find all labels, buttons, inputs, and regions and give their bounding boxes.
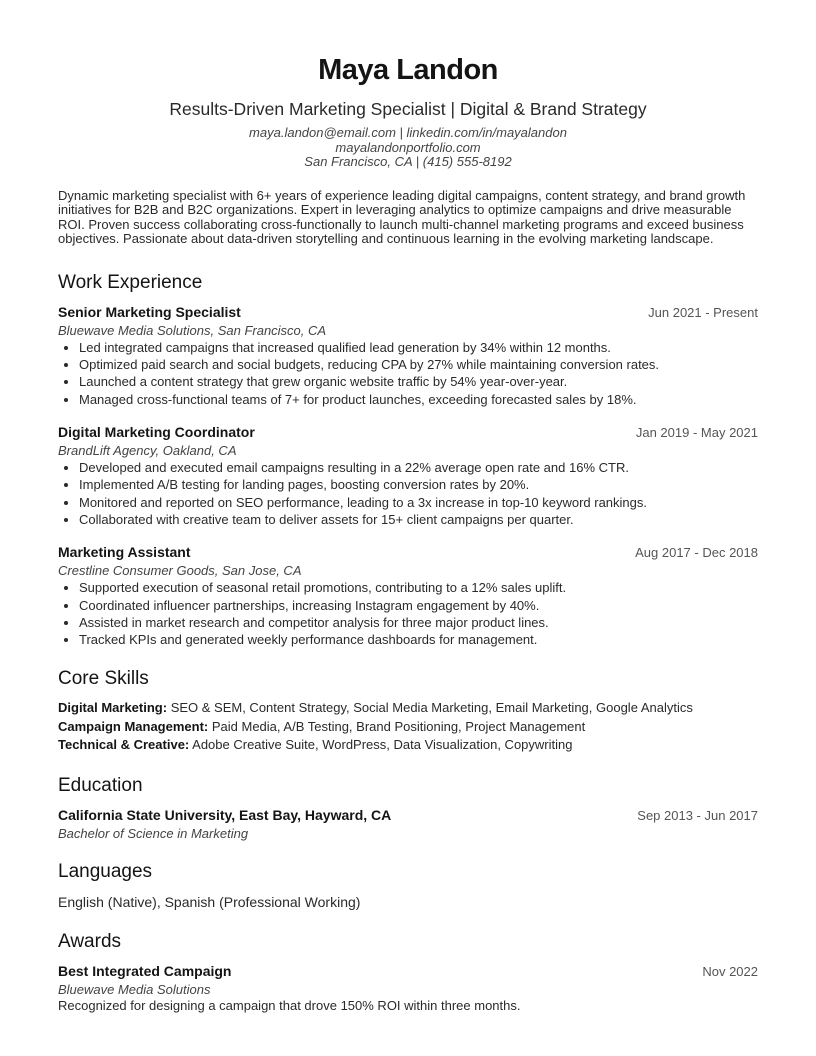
job-bullet: • Coordinated influencer partnerships, increasing Instagram engagement by 40%. [79, 597, 758, 614]
section-title-skills: Core Skills [58, 668, 149, 690]
award-organization: Bluewave Media Solutions [58, 981, 211, 997]
skill-category: Campaign Management: [58, 718, 209, 734]
education-dates: Sep 2013 - Jun 2017 [637, 807, 758, 823]
section-title-awards: Awards [58, 930, 122, 952]
job-company: Bluewave Media Solutions, San Francisco, CA [58, 322, 327, 338]
job-bullet: • Managed cross-functional teams of 7+ for product launches, exceeding forecasted sales by 18%. [79, 391, 758, 408]
contact-email-linkedin: maya.landon@email.com | linkedin.com/in/mayalandon [249, 125, 567, 140]
job-bullets [58, 579, 758, 648]
job-title: Senior Marketing Specialist [58, 303, 241, 320]
job-bullet: • Collaborated with creative team to deliver assets for 15+ client campaigns per quarter. [79, 511, 758, 528]
job-bullet: • Launched a content strategy that grew organic website traffic by 54% year-over-year. [79, 373, 758, 390]
job-dates: Jun 2021 - Present [648, 304, 758, 320]
job-entry [58, 303, 758, 408]
job-dates: Aug 2017 - Dec 2018 [635, 545, 758, 561]
job-title: Digital Marketing Coordinator [58, 424, 255, 441]
education-entry [58, 806, 758, 842]
core-skills-section [58, 667, 758, 755]
skill-category: Technical & Creative: [58, 737, 190, 753]
school-name: California State University, East Bay, Hayward, CA [58, 806, 392, 823]
skill-values: Paid Media, A/B Testing, Brand Positioning, Project Management [208, 718, 586, 734]
contact-location-phone: San Francisco, CA | (415) 555-8192 [304, 154, 512, 169]
candidate-tagline: Results-Driven Marketing Specialist | Digital & Brand Strategy [169, 99, 647, 119]
job-bullets [58, 459, 758, 528]
candidate-name: Maya Landon [318, 54, 498, 86]
job-bullet: • Monitored and reported on SEO performance, leading to a 3x increase in top-10 keyword rankings. [79, 494, 758, 511]
job-bullet: • Developed and executed email campaigns resulting in a 22% average open rate and 16% CTR. [79, 459, 758, 476]
section-title-languages: Languages [58, 860, 153, 882]
award-name: Best Integrated Campaign [58, 962, 232, 979]
job-bullet: • Supported execution of seasonal retail promotions, contributing to a 12% sales uplift. [79, 579, 758, 596]
job-bullets [58, 339, 758, 408]
job-bullet: • Assisted in market research and competitor analysis for three major product lines. [79, 614, 758, 631]
job-bullet: • Led integrated campaigns that increased qualified lead generation by 34% within 12 months. [79, 339, 758, 356]
section-title-work: Work Experience [58, 271, 203, 293]
education-section [58, 774, 758, 842]
professional-summary: Dynamic marketing specialist with 6+ years of experience leading digital campaigns, content strategy, and brand growth initiatives for B2B and B2C organizations. Expert in leveraging analytics to optimize campaigns and drive measurable ROI. Proven success collaborating cross-functionally to launch multi-channel marketing programs and exceed business objectives. Passionate about data-driven storytelling and continuous learning in the evolving marketing landscape. [58, 187, 746, 247]
job-bullet: • Tracked KPIs and generated weekly performance dashboards for management. [79, 631, 758, 648]
contact-portfolio: mayalandonportfolio.com [335, 139, 481, 155]
skill-row [58, 699, 758, 718]
degree: Bachelor of Science in Marketing [58, 825, 249, 841]
job-company: Crestline Consumer Goods, San Jose, CA [58, 563, 302, 579]
skill-values: Adobe Creative Suite, WordPress, Data Visualization, Copywriting [189, 737, 573, 753]
contact-info [58, 126, 758, 170]
skill-values: SEO & SEM, Content Strategy, Social Media Marketing, Email Marketing, Google Analytics [167, 700, 693, 716]
skill-row [58, 736, 758, 755]
job-dates: Jan 2019 - May 2021 [635, 425, 758, 441]
job-bullet: • Optimized paid search and social budgets, reducing CPA by 27% while maintaining conversion rates. [79, 356, 758, 373]
award-description: Recognized for designing a campaign that drove 150% ROI within three months. [58, 997, 521, 1013]
skills-list [58, 699, 758, 755]
award-date: Nov 2022 [702, 963, 758, 979]
job-title: Marketing Assistant [58, 544, 191, 561]
awards-section [58, 930, 758, 1013]
work-experience-section [58, 271, 758, 649]
job-entry [58, 543, 758, 648]
award-entry [58, 962, 758, 1013]
skill-category: Digital Marketing: [58, 700, 168, 716]
job-bullet: • Implemented A/B testing for landing pages, boosting conversion rates by 20%. [79, 476, 758, 493]
resume-header [58, 0, 758, 170]
job-company: BrandLift Agency, Oakland, CA [58, 443, 237, 459]
skill-row [58, 718, 758, 737]
job-entry [58, 423, 758, 528]
languages-section [58, 860, 758, 911]
section-title-education: Education [58, 774, 143, 796]
languages-list: English (Native), Spanish (Professional Working) [58, 893, 361, 910]
